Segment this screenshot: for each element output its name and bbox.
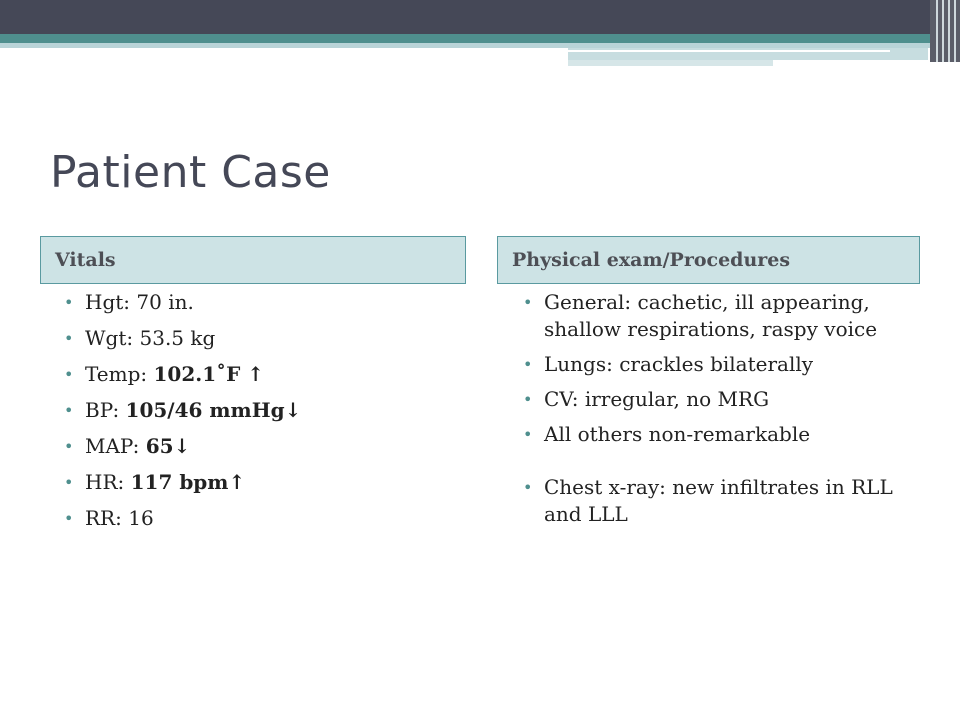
decorative-line bbox=[565, 50, 890, 52]
vitals-header: Vitals bbox=[40, 236, 466, 284]
exam-others: • All others non-remarkable bbox=[521, 421, 911, 448]
corner-stripes bbox=[930, 0, 960, 62]
exam-list bbox=[521, 289, 911, 536]
vital-bp: • BP: 105/46 mmHg↓ bbox=[62, 397, 462, 424]
exam-general: • General: cachetic, ill appearing, shallow respirations, raspy voice bbox=[521, 289, 911, 343]
exam-lungs: • Lungs: crackles bilaterally bbox=[521, 351, 911, 378]
top-decorative-bar bbox=[0, 0, 960, 34]
exam-header: Physical exam/Procedures bbox=[497, 236, 920, 284]
vitals-list bbox=[62, 289, 462, 541]
exam-chest-xray: • Chest x-ray: new infiltrates in RLL and LLL bbox=[521, 474, 911, 528]
vital-temp: • Temp: 102.1˚F ↑ bbox=[62, 361, 462, 388]
vital-height: • Hgt: 70 in. bbox=[62, 289, 462, 316]
vital-hr: • HR: 117 bpm↑ bbox=[62, 469, 462, 496]
slide-title: Patient Case bbox=[50, 147, 331, 198]
vital-map: • MAP: 65↓ bbox=[62, 433, 462, 460]
vital-weight: • Wgt: 53.5 kg bbox=[62, 325, 462, 352]
teal-band bbox=[0, 34, 930, 43]
decorative-tab-lower bbox=[568, 60, 773, 66]
vital-rr: • RR: 16 bbox=[62, 505, 462, 532]
exam-cv: • CV: irregular, no MRG bbox=[521, 386, 911, 413]
